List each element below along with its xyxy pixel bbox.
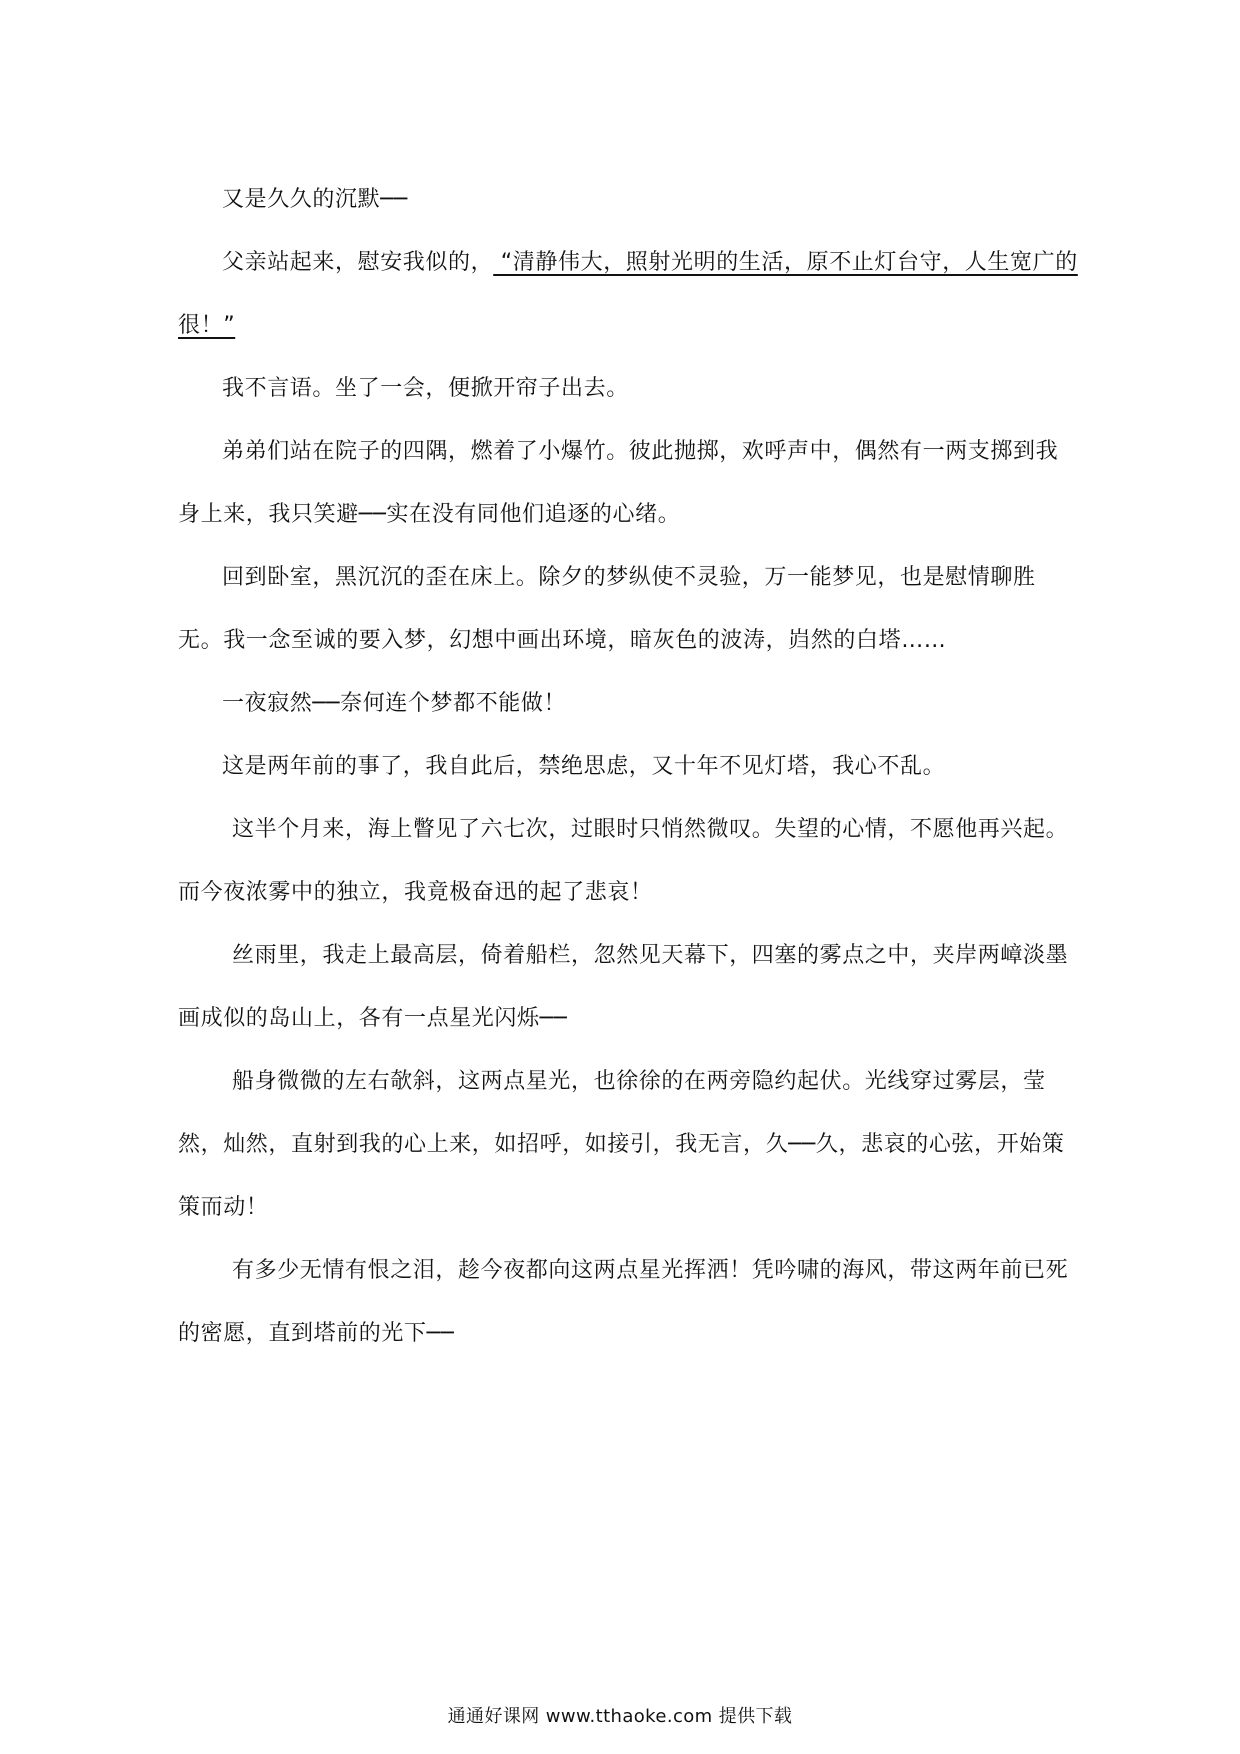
paragraph: 船身微微的左右欹斜，这两点星光，也徐徐的在两旁隐约起伏。光线穿过雾层，莹然，灿然，直射到我的心上来，如招呼，如接引，我无言，久──久，悲哀的心弦，开始策策而动！	[178, 1069, 1065, 1220]
paragraph: 一夜寂然──奈何连个梦都不能做！	[222, 691, 567, 716]
paragraph: 又是久久的沉默──	[222, 187, 408, 212]
paragraph: 我不言语。坐了一会，便掀开帘子出去。	[222, 376, 629, 401]
paragraph	[178, 231, 1078, 357]
paragraph: 这是两年前的事了，我自此后，禁绝思虑，又十年不见灯塔，我心不乱。	[222, 754, 946, 779]
paragraph-lead: 父亲站起来，慰安我似的，	[222, 250, 494, 275]
paragraph: 有多少无情有恨之泪，趁今夜都向这两点星光挥洒！凭吟啸的海风，带这两年前已死的密愿，直到塔前的光下──	[178, 1258, 1069, 1346]
underlined-quote: “清静伟大，照射光明的生活，原不止灯台守，人生宽广的很！”	[178, 250, 1078, 338]
paragraph: 回到卧室，黑沉沉的歪在床上。除夕的梦纵使不灵验，万一能梦见，也是慰情聊胜无。我一念至诚的要入梦，幻想中画出环境，暗灰色的波涛，岿然的白塔……	[178, 565, 1036, 653]
body-text	[178, 168, 1078, 1365]
paragraph: 这半个月来，海上瞥见了六七次，过眼时只悄然微叹。失望的心情，不愿他再兴起。而今夜浓雾中的独立，我竟极奋迅的起了悲哀！	[178, 817, 1069, 905]
paragraph: 弟弟们站在院子的四隅，燃着了小爆竹。彼此抛掷，欢呼声中，偶然有一两支掷到我身上来，我只笑避──实在没有同他们追逐的心绪。	[178, 439, 1059, 527]
page-footer: 通通好课网 www.tthaoke.com 提供下载	[447, 1706, 793, 1727]
paragraph: 丝雨里，我走上最高层，倚着船栏，忽然见天幕下，四塞的雾点之中，夹岸两嶂淡墨画成似的岛山上，各有一点星光闪烁──	[178, 943, 1069, 1031]
